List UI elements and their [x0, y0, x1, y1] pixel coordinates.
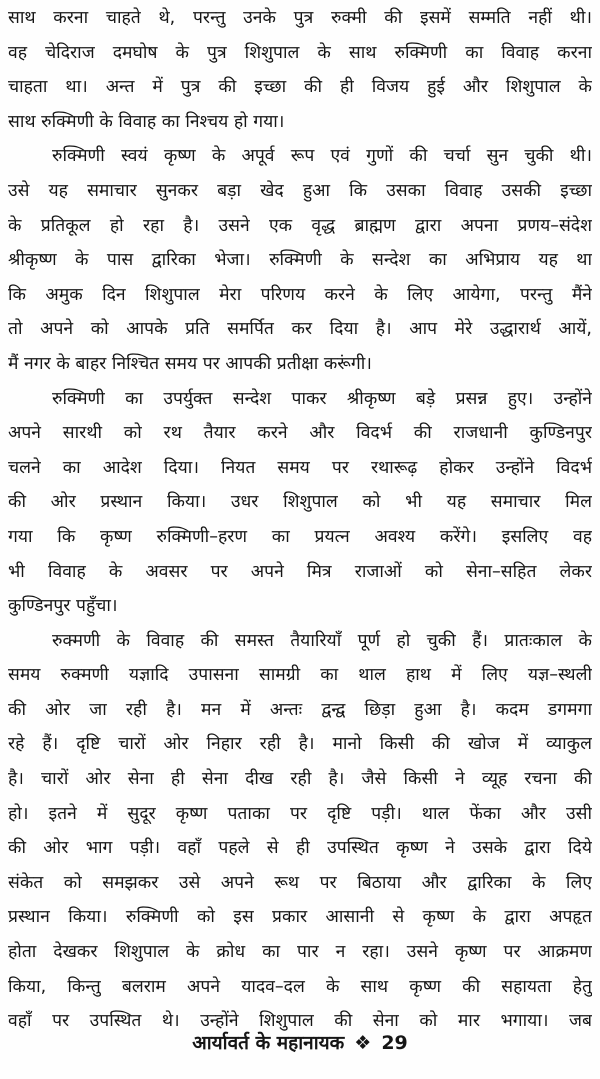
page-number: 29: [381, 1032, 408, 1054]
text-line: रहे हैं। दृष्टि चारों ओर निहार रही है। मानो किसी की खोज में व्याकुल: [8, 734, 592, 755]
text-line: श्रीकृष्ण के पास द्वारिका भेजा। रुक्मिणी के सन्देश का अभिप्राय यह था: [8, 250, 592, 271]
page-footer: [0, 1028, 600, 1058]
text-line: रुक्मिणी स्वयं कृष्ण के अपूर्व रूप एवं गुणों की चर्चा सुन चुकी थी।: [52, 146, 592, 167]
text-line: वहाँ पर उपस्थित थे। उन्होंने शिशुपाल की सेना को मार भगाया। जब: [8, 1011, 592, 1032]
text-line: रुक्मिणी का उपर्युक्त सन्देश पाकर श्रीकृष्ण बड़े प्रसन्न हुए। उन्होंने: [52, 388, 592, 409]
text-line: हो। इतने में सुदूर कृष्ण पताका पर दृष्टि पड़ी। थाल फेंका और उसी: [8, 803, 592, 824]
separator-ornament-icon: ❖: [354, 1032, 372, 1054]
text-line: संकेत को समझकर उसे अपने रूथ पर बिठाया और द्वारिका के लिए: [8, 872, 592, 893]
text-line: की ओर जा रही है। मन में अन्तः द्वन्द्व छिड़ा हुआ है। कदम डगमगा: [8, 699, 592, 720]
text-line: चलने का आदेश दिया। नियत समय पर रथारूढ़ होकर उन्होंने विदर्भ: [8, 457, 592, 478]
text-line: वह चेदिराज दमघोष के पुत्र शिशुपाल के साथ रुक्मिणी का विवाह करना: [8, 42, 592, 63]
book-title: आर्यावर्त के महानायक: [192, 1032, 345, 1054]
text-line: कुण्डिनपुर पहुँचा।: [8, 596, 118, 617]
text-line: रुक्मणी के विवाह की समस्त तैयारियाँ पूर्ण हो चुकी हैं। प्रातःकाल के: [52, 630, 592, 651]
text-line: तो अपने को आपके प्रति समर्पित कर दिया है। आप मेरे उद्धारार्थ आयें,: [8, 319, 592, 340]
text-line: है। चारों ओर सेना ही सेना दीख रही है। जैसे किसी ने व्यूह रचना की: [8, 769, 592, 790]
text-line: उसे यह समाचार सुनकर बड़ा खेद हुआ कि उसका विवाह उसकी इच्छा: [8, 180, 592, 201]
text-line: साथ रुक्मिणी के विवाह का निश्चय हो गया।: [8, 111, 285, 132]
text-line: गया कि कृष्ण रुक्मिणी–हरण का प्रयत्न अवश्य करेंगे। इसलिए वह: [8, 526, 592, 547]
text-line: होता देखकर शिशुपाल के क्रोध का पार न रहा। उसने कृष्ण पर आक्रमण: [8, 942, 592, 963]
text-line: की ओर भाग पड़ी। वहाँ पहले से ही उपस्थित कृष्ण ने उसके द्वारा दिये: [8, 838, 592, 859]
text-line: कि अमुक दिन शिशुपाल मेरा परिणय करने के लिए आयेगा, परन्तु मैंने: [8, 284, 592, 305]
text-line: साथ करना चाहते थे, परन्तु उनके पुत्र रुक्मी की इसमें सम्मति नहीं थी।: [8, 8, 592, 28]
text-line: किया, किन्तु बलराम अपने यादव–दल के साथ कृष्ण की सहायता हेतु: [8, 976, 592, 997]
text-line: समय रुक्मणी यज्ञादि उपासना सामग्री का थाल हाथ में लिए यज्ञ–स्थली: [8, 665, 592, 686]
text-line: भी विवाह के अवसर पर अपने मित्र राजाओं को सेना–सहित लेकर: [8, 561, 592, 582]
text-line: चाहता था। अन्त में पुत्र की इच्छा की ही विजय हुई और शिशुपाल के: [8, 77, 592, 98]
text-line: अपने सारथी को रथ तैयार करने और विदर्भ की राजधानी कुण्डिनपुर: [8, 423, 592, 444]
text-line: के प्रतिकूल हो रहा है। उसने एक वृद्ध ब्राह्मण द्वारा अपना प्रणय–संदेश: [8, 215, 592, 236]
body-text: [8, 1, 592, 1039]
text-line: की ओर प्रस्थान किया। उधर शिशुपाल को भी यह समाचार मिल: [8, 492, 592, 513]
text-line: प्रस्थान किया। रुक्मिणी को इस प्रकार आसानी से कृष्ण के द्वारा अपहृत: [8, 907, 592, 928]
text-line: मैं नगर के बाहर निश्चित समय पर आपकी प्रतीक्षा करूंगी।: [8, 353, 372, 374]
